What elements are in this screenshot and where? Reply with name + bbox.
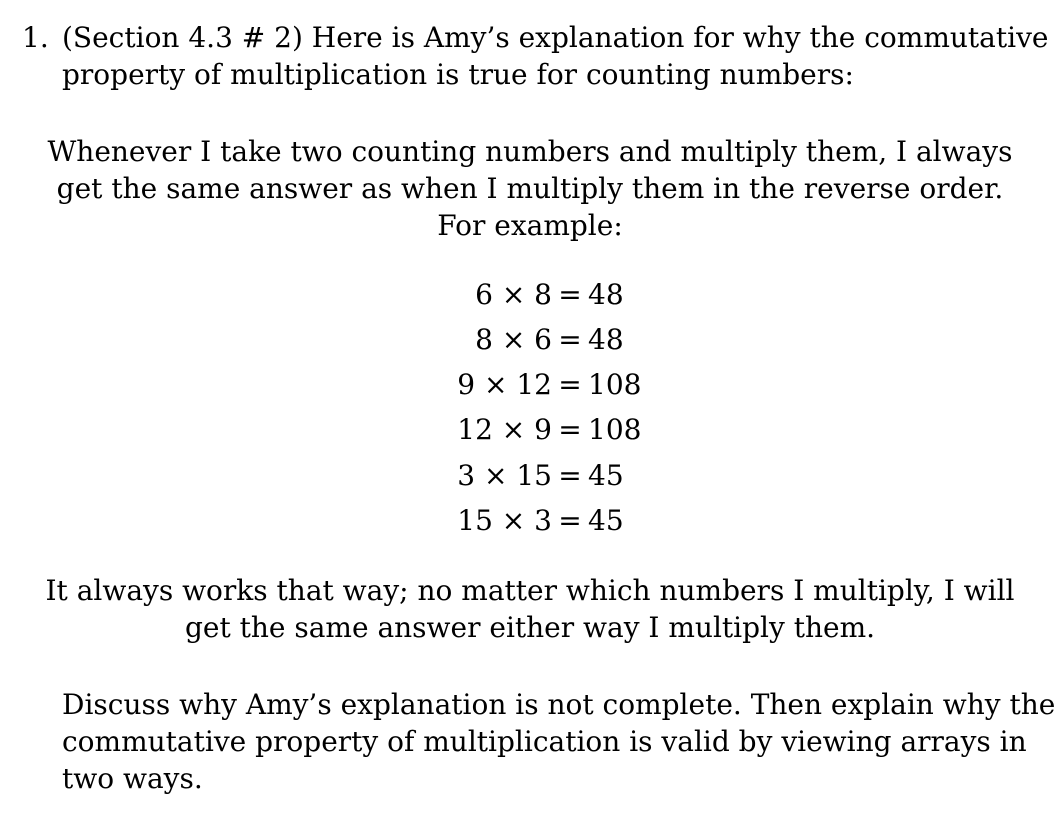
equals-sign: = <box>558 413 582 446</box>
equation-rhs: 45 <box>588 459 624 492</box>
quote-line-3: For example: <box>437 209 623 242</box>
equation-lhs: 3 × 15 <box>457 459 552 492</box>
equals-sign: = <box>558 278 582 311</box>
equation-rhs: 108 <box>588 368 642 401</box>
quote-line-1: Whenever I take two counting numbers and multiply them, I always <box>47 135 1013 168</box>
equals-sign: = <box>558 504 582 537</box>
equation-lhs: 8 × 6 <box>475 323 552 356</box>
task-line-1: Discuss why Amy’s explanation is not complete. Then explain why the <box>62 688 1056 721</box>
equals-sign: = <box>558 459 582 492</box>
equation-row <box>20 322 1040 358</box>
equation-row <box>20 367 1040 403</box>
equals-sign: = <box>558 368 582 401</box>
problem-intro-line-2: property of multiplication is true for counting numbers: <box>62 58 854 91</box>
problem-number: 1. <box>22 21 49 54</box>
equation-lhs: 9 × 12 <box>457 368 552 401</box>
equation-rhs: 108 <box>588 413 642 446</box>
task-line-2: commutative property of multiplication is valid by viewing arrays in <box>62 725 1027 758</box>
equals-sign: = <box>558 323 582 356</box>
equation-row <box>20 277 1040 313</box>
equation-row <box>20 458 1040 494</box>
equation-lhs: 6 × 8 <box>475 278 552 311</box>
problem-intro-line-1: (Section 4.3 # 2) Here is Amy’s explanation for why the commutative <box>62 21 1049 54</box>
quote-closing-line-2: get the same answer either way I multiply them. <box>184 611 876 644</box>
equation-lhs: 15 × 3 <box>457 504 552 537</box>
equation-lhs: 12 × 9 <box>457 413 552 446</box>
task-line-3: two ways. <box>62 762 203 795</box>
quote-line-2: get the same answer as when I multiply them in the reverse order. <box>56 172 1004 205</box>
equation-row <box>20 503 1040 539</box>
equation-rhs: 45 <box>588 504 624 537</box>
quote-closing-line-1: It always works that way; no matter which numbers I multiply, I will <box>45 574 1015 607</box>
equation-rhs: 48 <box>588 278 624 311</box>
equation-row <box>20 412 1040 448</box>
equation-rhs: 48 <box>588 323 624 356</box>
